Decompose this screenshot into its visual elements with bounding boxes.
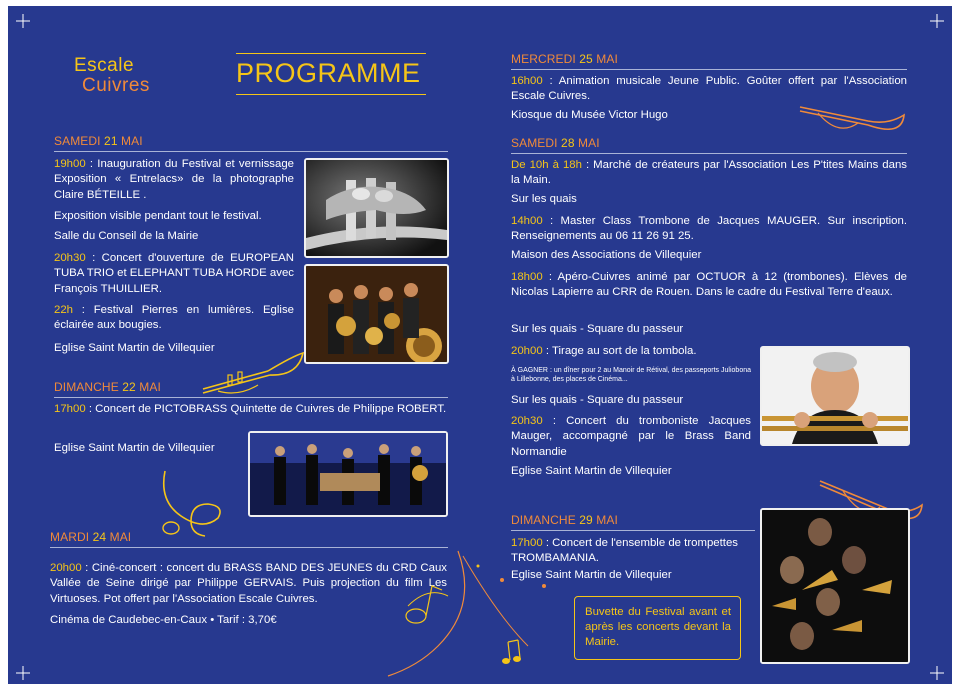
brand-line2: Cuivres [82,75,150,96]
trombonist-illustration [762,348,908,444]
program-page [8,6,952,684]
day-header-sat28: SAMEDI 28 MAI [511,136,600,150]
trumpet-icon [798,101,908,141]
day-header-sun22: DIMANCHE 22 MAI [54,380,161,394]
crop-mark-icon [930,666,944,680]
event-sat21-2: 20h30 : Concert d'ouverture de EUROPEAN TUBA TRIO et ELEPHANT TUBA HORDE avec François THUILLIER. [54,252,294,295]
event-tue24-1: 20h00 : Ciné-concert : concert du BRASS BAND DES JEUNES du CRD Caux Vallée de Seine dirigé par Philippe GERVAIS. Puis projection du film Les Virtuoses. Pot offert par l'Association Escale Cuivres. [50,562,447,605]
day-rule [511,69,907,70]
photo-quintet [248,431,448,517]
title-rule-top [236,53,426,54]
quintet-illustration [250,433,446,515]
event-sat28-2-location: Maison des Associations de Villequier [511,249,702,261]
day-rule [54,397,448,398]
event-sat28-1-location: Sur les quais [511,193,577,205]
day-rule [511,153,907,154]
event-tue24-1-location: Cinéma de Caudebec-en-Caux • Tarif : 3,70€ [50,614,277,626]
event-sat21-1-note: Exposition visible pendant tout le festival. [54,210,262,222]
event-sat28-4-prize-note: À GAGNER : un dîner pour 2 au Manoir de Rétival, des passeports Juliobona à Lillebonne, des places de Cinéma... [511,367,751,383]
event-sat28-5: 20h30 : Concert du tromboniste Jacques Mauger, accompagné par le Brass Band Normandie [511,415,751,458]
buvette-box [574,596,741,660]
event-sun22-1: 17h00 : Concert de PICTOBRASS Quintette de Cuivres de Philippe ROBERT. [54,403,447,415]
event-sat28-2: 14h00 : Master Class Trombone de Jacques MAUGER. Sur inscription. Renseignements au 06 11 26 91 25. [511,215,907,243]
page-title: PROGRAMME [236,58,421,88]
event-sat28-5-location: Eglise Saint Martin de Villequier [511,465,672,477]
trumpet-ensemble-illustration [762,510,908,662]
brand-logo [74,56,150,96]
crop-mark-icon [16,666,30,680]
photo-hand-valves [304,158,449,258]
event-sat28-3-location: Sur les quais - Square du passeur [511,323,684,335]
crop-mark-icon [16,14,30,28]
tuba-band-illustration [306,266,447,362]
day-rule [54,151,448,152]
event-sun29-1: 17h00 : Concert de l'ensemble de trompettes TROMBAMANIA. [511,537,738,565]
event-sun29-1-location: Eglise Saint Martin de Villequier [511,569,672,581]
event-sat28-4: 20h00 : Tirage au sort de la tombola. [511,345,697,357]
brand-line1: Escale [74,55,135,76]
event-sat21-3-location: Eglise Saint Martin de Villequier [54,342,215,354]
crop-mark-icon [930,14,944,28]
buvette-text: Buvette du Festival avant et après les concerts devant la Mairie. [585,606,731,648]
day-header-sat21: SAMEDI 21 MAI [54,134,143,148]
trumpet-icon [198,351,308,396]
day-header-wed25: MERCREDI 25 MAI [511,52,618,66]
day-rule [511,530,755,531]
event-wed25-1: 16h00 : Animation musicale Jeune Public. Goûter offert par l'Association Escale Cuivres. [511,75,907,103]
event-sat28-4-location: Sur les quais - Square du passeur [511,394,684,406]
hand-valves-illustration [306,160,447,256]
event-sat21-1: 19h00 : Inauguration du Festival et vernissage Exposition « Entrelacs» de la photographe Claire BÉTEILLE . [54,158,294,201]
event-wed25-1-location: Kiosque du Musée Victor Hugo [511,109,668,121]
title-rule-bottom [236,94,426,95]
photo-tuba-band [304,264,449,364]
photo-trombonist [760,346,910,446]
event-sun22-1-location: Eglise Saint Martin de Villequier [54,442,215,454]
day-header-tue24: MARDI 24 MAI [50,530,132,544]
event-sat21-3: 22h : Festival Pierres en lumières. Eglise éclairée aux bougies. [54,304,294,332]
photo-trumpet-ensemble [760,508,910,664]
event-sat28-3: 18h00 : Apéro-Cuivres animé par OCTUOR à 12 (trombones). Elèves de Nicolas Lapierre au CRR de Rouen. Dans le cadre du Festival Terre d'eaux. [511,271,907,299]
event-sat28-1: De 10h à 18h : Marché de créateurs par l'Association Les P'tites Mains dans la Main. [511,159,907,187]
horn-icon [153,466,228,541]
event-sat21-1-location: Salle du Conseil de la Mairie [54,230,199,242]
day-header-sun29: DIMANCHE 29 MAI [511,513,618,527]
